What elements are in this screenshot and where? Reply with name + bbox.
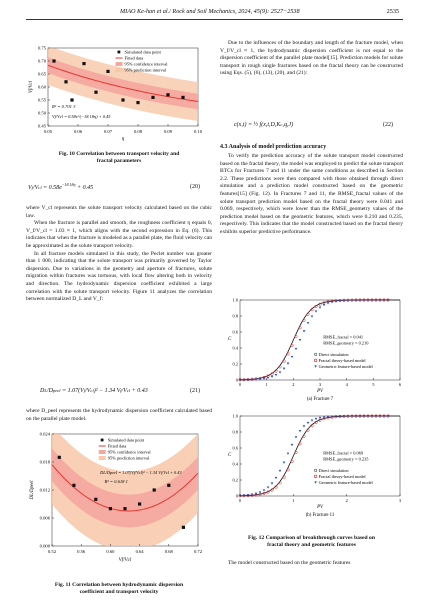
fig10-data-point	[94, 91, 97, 94]
fig12b-legend-fractal-marker	[314, 475, 317, 478]
fig10-legend-swatch	[116, 68, 123, 72]
fig10-fit-equation: Vf/Vcl = 0.58e^(−18.18η) + 0.45	[52, 114, 111, 119]
fig10-data-point	[151, 96, 154, 99]
fig11-legend-swatch	[99, 456, 106, 460]
left-paragraph-3: In all fracture models simulated in this study, the Peclet number was greater than 1 000, indicating that the solute transport was primarily governed by Taylor dispersion. Due to variations in the geometry and aperture of fractures, solute migration within fractures was tortuous, with local flow altering both in velocity and direction. The hydrodynamic dispersion coefficient exhibited a large correlation with the solute transport velocity. Figure 11 analyzes the correlation between normalized D_L and V_f:	[26, 250, 212, 303]
fig12a-ytick-label: 0	[235, 377, 238, 383]
fig10-caption-line2: fractal parameters	[96, 158, 142, 164]
fig12a-xtick-label: 5	[372, 382, 375, 387]
fig12b-geometric-point	[267, 487, 270, 489]
fig12b-geometric-point	[303, 425, 306, 427]
left-paragraph-2: When the fracture is parallel and smooth, the roughness coefficient η equals 0, V_f/V_cl = 1.03 ≈ 1, which aligns with the second expression in Eq. (6). This indicates that when the fracture is modeled as a parallel plate, the fluid velocity can be approximated as the solute transport velocity.	[26, 220, 212, 249]
fig11-xtick-label: 0.56	[77, 549, 86, 554]
right-text-last	[220, 560, 403, 568]
fig10-xtick-label: 0.07	[103, 129, 113, 134]
fig12a-legend-label: Geometric feature-based model	[318, 363, 373, 369]
fig12b-rmse-fractal: RMSE_fractal = 0.069	[323, 450, 364, 456]
fig12a-ytick-label: 0.6	[232, 329, 238, 335]
fig12a-geometric-point	[319, 307, 322, 309]
fig10-ytick-label: 0.55	[37, 97, 46, 103]
fig11-xtick-label: 0.68	[164, 549, 173, 554]
fig12a-geometric-point	[279, 371, 282, 373]
left-paragraph-4: where D_peel represents the hydrodynamic dispersion coefficient calculated based on the parallel plate model.	[26, 408, 212, 422]
fig12b-xtick-label: 1	[292, 498, 295, 503]
fig12a-xtick-label: 4	[345, 382, 348, 387]
fig10-caption-line1: Fig. 10 Correlation between transport velocity and	[58, 151, 180, 157]
fig10-data-point	[64, 80, 67, 83]
fig11-xtick-label: 0.60	[106, 549, 115, 554]
fig12a-legend-direct-marker	[314, 353, 317, 356]
fig10-data-point	[52, 59, 55, 62]
fig12b-geometric-point	[283, 462, 286, 464]
fig12a-geometric-point	[311, 315, 314, 317]
fig11-legend-label: Simulated data point	[107, 437, 145, 443]
right-paragraph-last: The model constructed based on the geometric features	[228, 560, 351, 566]
fig12a-geometric-point	[283, 368, 286, 370]
left-paragraph-1: where V_cl represents the solute transport velocity calculated based on the cubic law.	[26, 205, 212, 219]
fig10-ylabel: Vf/Vcl	[29, 81, 34, 93]
fig12b-geometric-point	[295, 436, 298, 438]
fig12b-legend-label: Direct simulation	[318, 467, 349, 473]
fig12b-ytick-label: 0.6	[232, 445, 238, 451]
fig12b-geometric-point	[263, 489, 266, 491]
fig11-data-point	[182, 526, 185, 529]
fig12a-geometric-point	[263, 378, 266, 380]
fig12a-geometric-point	[315, 310, 318, 312]
right-paragraph-1: Due to the influences of the boundary and length of the fracture model, when V_f/V_cl ≈ 1, the hydrodynamic dispersion coefficient is not equal to the dispersion coefficient of the parallel plate model[15]. Prediction models for solute transport in rough single fractures based on the fractal theory can be constructed using Eqs. (5), (6), (13), (20), and (21):	[220, 40, 403, 77]
fig11-ytick-label: 0.018	[39, 459, 50, 465]
eq20-number: (20)	[190, 184, 200, 190]
fig12b-ylabel: C	[228, 453, 232, 458]
fig11-ytick-label: 0.006	[39, 515, 50, 521]
fig12a-geometric-point	[303, 330, 306, 332]
fig12a-geometric-point	[299, 339, 302, 341]
fig11-chart	[26, 430, 206, 570]
fig11-ytick-label: 0.000	[39, 543, 50, 549]
fig11-data-point	[72, 484, 75, 487]
right-paragraph-2: To verify the prediction accuracy of the solute transport model constructed based on the fractal theory, the model was employed to predict the solute transport BTCs for Fractures 7 and 11 under the same conditions as described in Section 2.2. These predictions were then compared with those obtained through direct simulation and a prediction model constructed based on the geometric features[15] (Fig. 12). In Fractures 7 and 11, the RMSE_fractal values of the solute transport prediction model based on the fractal theory were 0.041 and 0.069, respectively, which were lower than the RMSE_geometry values of the prediction model based on the geometric features, which were 0.210 and 0.235, respectively. This indicates that the model constructed based on the fractal theory exhibits superior predictive performance.	[220, 153, 403, 235]
fig12a-ytick-label: 1.0	[232, 297, 238, 303]
fig12a-ytick-label: 0.2	[232, 361, 238, 367]
fig12b-xlabel: PV	[317, 505, 323, 510]
fig11-data-point	[94, 498, 97, 501]
journal-title: MIAO Ke-han et al./ Rock and Soil Mechanics, 2024, 45(9): 2527−2538	[120, 8, 300, 15]
fig10-legend-swatch	[116, 62, 123, 66]
fig11-r2: R² = 0.618 1	[104, 479, 128, 484]
fig10-xtick-label: 0.05	[43, 129, 53, 134]
fig12b-geometric-point	[287, 453, 290, 455]
fig12b-xtick-label: 3	[398, 498, 402, 503]
fig12a-xtick-label: 6	[398, 382, 402, 387]
fig12a-geometric-point	[307, 322, 310, 324]
fig10-data-point	[121, 98, 124, 101]
fig11-xtick-label: 0.52	[47, 549, 57, 554]
fig10-ytick-label: 0.60	[37, 84, 46, 90]
fig12b-geometric-point	[299, 430, 302, 432]
section-heading-4-3: 4.3 Analysis of model prediction accuracy	[220, 144, 327, 150]
left-text-upper	[26, 205, 212, 304]
fig10-caption	[26, 151, 212, 165]
fig12a-rmse-fractal: RMSE_fractal = 0.041	[323, 334, 364, 340]
fig12b-legend-label: Fractal theory-based model	[318, 473, 366, 479]
fig12a-xlabel: PV	[317, 389, 323, 394]
right-text-upper	[220, 40, 403, 78]
fig11-data-point	[138, 502, 141, 505]
fig12a-xtick-label: 0	[238, 382, 242, 387]
fig12b-ytick-label: 0.2	[232, 477, 238, 483]
fig10-xtick-label: 0.06	[73, 129, 83, 134]
fig10-xtick-label: 0.10	[193, 129, 203, 134]
fig10-data-point	[70, 98, 73, 101]
equation-20: $Vf/Vcl = 0.58e^{-18.18\eta} + 0.45$	[28, 182, 94, 191]
fig12b-ytick-label: 0	[235, 493, 238, 499]
fig12b-geometric-point	[291, 444, 294, 446]
fig10-ytick-label: 0.45	[37, 123, 46, 129]
fig12b-ytick-label: 0.4	[232, 461, 238, 467]
fig11-data-point	[167, 484, 170, 487]
fig12a-geometric-point	[275, 374, 278, 376]
fig10-ytick-label: 0.75	[37, 45, 46, 51]
header-rule	[26, 19, 403, 20]
fig10-data-point	[166, 93, 169, 96]
page-number: 2535	[386, 8, 399, 15]
fig11-data-point	[109, 507, 112, 510]
fig12b-geometric-point	[279, 470, 282, 472]
fig12a-ylabel: C	[228, 337, 232, 342]
fig11-caption	[26, 582, 212, 596]
fig10-r2: R² = 0.701 3	[52, 104, 76, 109]
fig10-legend-label: Fitted data	[124, 55, 144, 61]
fig10-legend-label: Simulated data point	[124, 49, 161, 55]
fig12b-geometric-point	[319, 417, 322, 419]
left-text-lower	[26, 408, 212, 423]
fig10-data-point	[82, 62, 85, 65]
fig10-data-point	[181, 96, 184, 99]
fig10-legend-marker	[118, 51, 121, 54]
fig12a-ytick-label: 0.4	[232, 345, 238, 351]
fig11-legend-marker	[101, 439, 104, 442]
fig11-legend-label: 95% prediction interval	[107, 455, 150, 461]
fig12b-geometric-point	[315, 418, 318, 420]
fig12b-panel-label: (b) Fracture 11	[305, 513, 335, 518]
fig11-fit-equation: DL/Dpeel = 1.07(Vf/Vcl)² − 1.34 Vf/Vcl + 0.43	[100, 470, 182, 475]
fig12b-geometric-point	[275, 477, 278, 479]
fig11-ytick-label: 0.024	[39, 431, 50, 437]
fig12a-rmse-geometry: RMSE_geometry = 0.210	[323, 340, 369, 346]
right-text-middle	[220, 153, 403, 237]
fig12b-xtick-label: 0	[238, 498, 242, 503]
eq22-number: (22)	[383, 122, 393, 128]
fig12-caption-line2: fractal theory and geometric features	[267, 542, 356, 548]
fig11-legend-label: 95% confidence interval	[107, 449, 151, 455]
fig12b-geometric-point	[311, 420, 314, 422]
fig12a-panel-label: (a) Fracture 7	[306, 397, 334, 402]
fig10-xlabel: η	[121, 137, 125, 142]
fig11-data-point	[153, 488, 156, 491]
fig12a-geometric-point	[287, 363, 290, 365]
fig11-legend-label: Fitted data	[107, 443, 127, 449]
fig11-xlabel: Vf/Vcl	[118, 558, 132, 563]
fig10-xtick-label: 0.09	[163, 129, 173, 134]
fig12a-geometric-point	[271, 376, 274, 378]
fig10-legend-label: 95% confidence interval	[124, 61, 168, 67]
fig10-legend-label: 95% prediction interval	[124, 67, 166, 73]
fig12a-legend-label: Direct simulation	[318, 351, 349, 357]
fig12-caption-line1: Fig. 12 Comparison of breakthrough curves based on	[248, 535, 375, 541]
fig10-data-point	[136, 101, 139, 104]
fig10-ytick-label: 0.65	[37, 71, 46, 77]
fig12-caption	[220, 535, 403, 549]
fig12b-geometric-point	[271, 482, 274, 484]
fig12-chart	[226, 296, 406, 536]
fig12b-legend-direct-marker	[314, 469, 317, 472]
fig10-data-point	[106, 70, 109, 73]
fig11-xtick-label: 0.64	[135, 549, 144, 554]
fig12b-xtick-label: 2	[345, 498, 348, 503]
fig12a-geometric-point	[291, 356, 294, 358]
fig10-chart	[26, 44, 206, 144]
fig11-caption-line1: Fig. 11 Correlation between hydrodynamic dispersion	[54, 582, 184, 588]
fig10-ytick-label: 0.50	[37, 110, 46, 116]
fig11-ytick-label: 0.012	[39, 487, 50, 493]
fig12a-xtick-label: 1	[265, 382, 268, 387]
fig11-ylabel: DL/Dpeel	[30, 480, 35, 500]
equation-22: c(x,t) = ½ f(x,t,D,Kc,q,J)	[234, 122, 294, 128]
fig12a-xtick-label: 3	[318, 382, 322, 387]
fig12a-legend-geometric-marker	[314, 365, 317, 367]
fig12b-geometric-point	[307, 422, 310, 424]
fig12a-xtick-label: 2	[292, 382, 295, 387]
equation-21: DL/Dpeel = 1.07(Vf/Vcl)² − 1.34 Vf/Vcl + 0.43	[40, 388, 148, 394]
fig12a-legend-label: Fractal theory-based model	[318, 357, 366, 363]
fig11-caption-line2: coefficient and transport velocity	[79, 589, 159, 595]
fig12a-geometric-point	[323, 304, 326, 306]
fig12b-ytick-label: 1.0	[232, 413, 238, 419]
fig12b-rmse-geometry: RMSE_geometry = 0.235	[323, 456, 369, 462]
fig12a-geometric-point	[327, 302, 330, 304]
fig12b-legend-geometric-marker	[314, 481, 317, 483]
fig10-ytick-label: 0.70	[37, 58, 46, 64]
fig11-data-point	[123, 507, 126, 510]
fig12b-ytick-label: 0.8	[232, 429, 238, 435]
fig12a-legend-fractal-marker	[314, 359, 317, 362]
fig12b-legend-label: Geometric feature-based model	[318, 479, 373, 485]
fig10-xtick-label: 0.08	[133, 129, 143, 134]
fig12a-geometric-point	[295, 348, 298, 350]
fig12a-ytick-label: 0.8	[232, 313, 238, 319]
eq21-number: (21)	[190, 388, 200, 394]
fig11-legend-swatch	[99, 450, 106, 454]
fig12a-geometric-point	[267, 377, 270, 379]
fig11-data-point	[58, 456, 61, 459]
fig11-xtick-label: 0.72	[193, 549, 203, 554]
